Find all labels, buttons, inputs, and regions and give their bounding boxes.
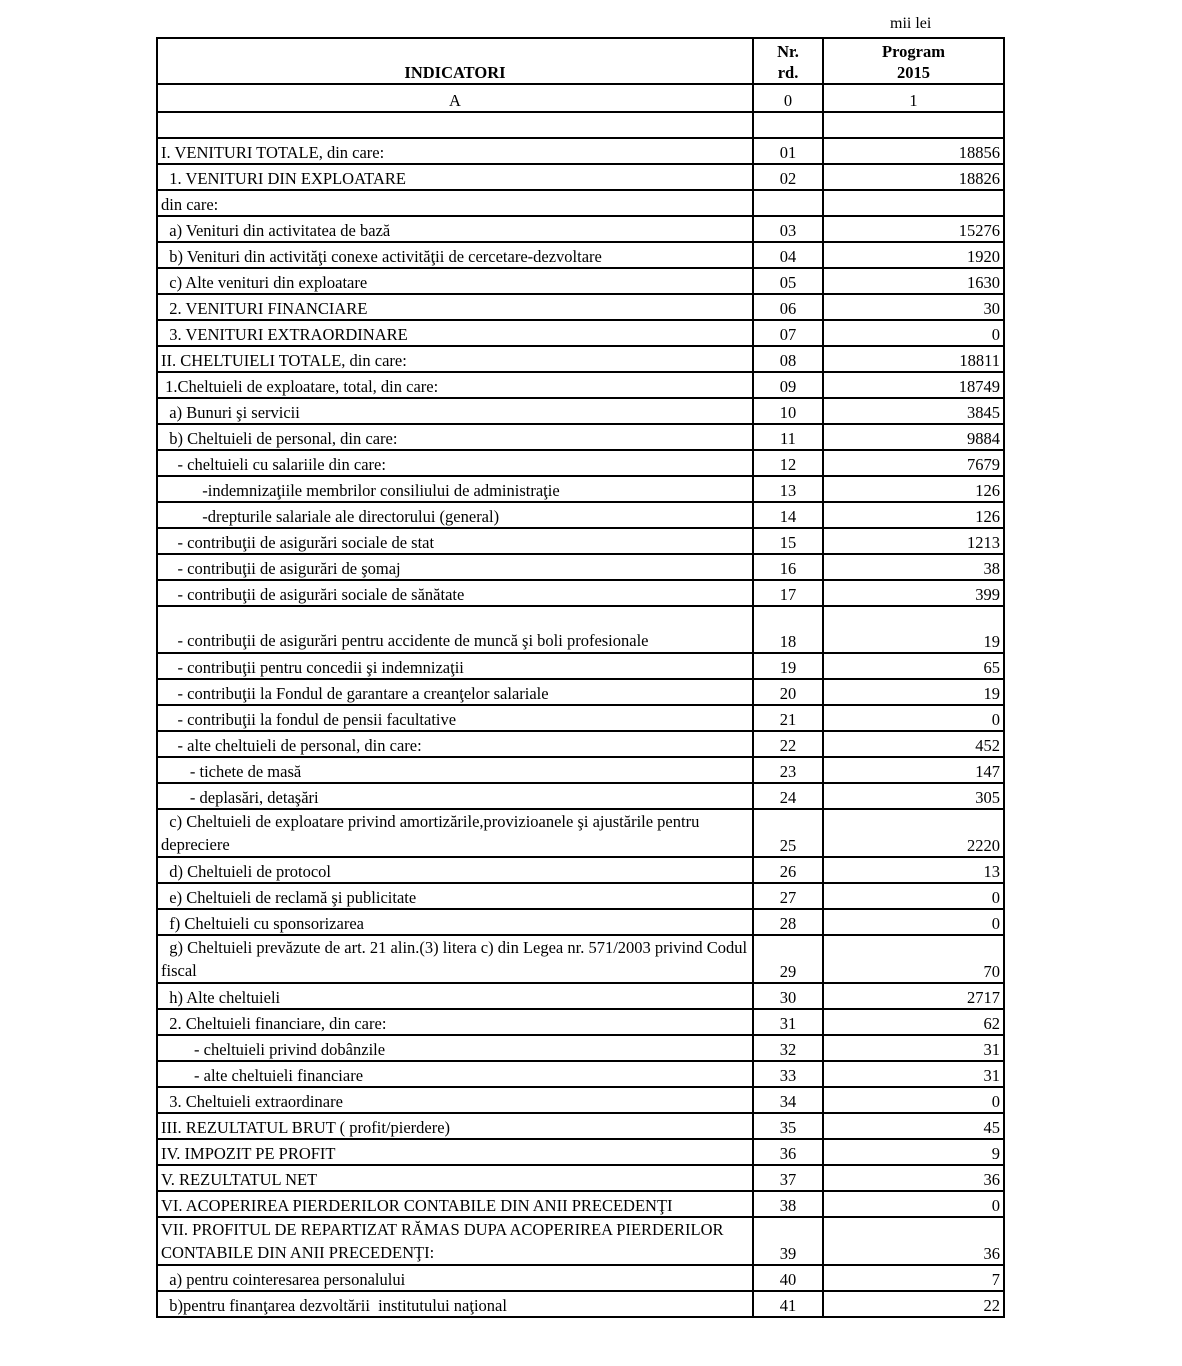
header-indicatori: INDICATORI — [157, 38, 753, 84]
blank-cell — [753, 112, 823, 138]
row-value: 31 — [823, 1035, 1004, 1061]
row-label: - deplasări, detaşări — [157, 783, 753, 809]
row-value: 18749 — [823, 372, 1004, 398]
row-value: 1630 — [823, 268, 1004, 294]
row-number: 04 — [753, 242, 823, 268]
row-label: 1. VENITURI DIN EXPLOATARE — [157, 164, 753, 190]
row-number: 02 — [753, 164, 823, 190]
table-row — [157, 1291, 1004, 1317]
row-label: - contribuţii la Fondul de garantare a creanţelor salariale — [157, 679, 753, 705]
table-row — [157, 857, 1004, 883]
table-row — [157, 528, 1004, 554]
table-row — [157, 398, 1004, 424]
table-row — [157, 679, 1004, 705]
indicators-table — [156, 37, 1005, 1318]
row-value: 452 — [823, 731, 1004, 757]
subheader-a: A — [157, 84, 753, 112]
row-value: 7 — [823, 1265, 1004, 1291]
table-row — [157, 1087, 1004, 1113]
row-label: VII. PROFITUL DE REPARTIZAT RĂMAS DUPA ACOPERIREA PIERDERILOR CONTABILE DIN ANII PRECEDENŢI: — [157, 1217, 753, 1265]
row-label: VI. ACOPERIREA PIERDERILOR CONTABILE DIN ANII PRECEDENŢI — [157, 1191, 753, 1217]
row-label: III. REZULTATUL BRUT ( profit/pierdere) — [157, 1113, 753, 1139]
row-number: 32 — [753, 1035, 823, 1061]
row-value: 62 — [823, 1009, 1004, 1035]
row-label: - contribuţii de asigurări sociale de sănătate — [157, 580, 753, 606]
row-value — [823, 190, 1004, 216]
row-label: b) Cheltuieli de personal, din care: — [157, 424, 753, 450]
table-row — [157, 138, 1004, 164]
row-number: 21 — [753, 705, 823, 731]
row-label: - cheltuieli cu salariile din care: — [157, 450, 753, 476]
row-number: 11 — [753, 424, 823, 450]
table-row — [157, 424, 1004, 450]
unit-label: mii lei — [890, 15, 932, 32]
row-label: din care: — [157, 190, 753, 216]
blank-cell — [823, 112, 1004, 138]
row-label: - tichete de masă — [157, 757, 753, 783]
table-row — [157, 1165, 1004, 1191]
row-label: b) Venituri din activităţi conexe activităţii de cercetare-dezvoltare — [157, 242, 753, 268]
row-number: 10 — [753, 398, 823, 424]
row-value: 1920 — [823, 242, 1004, 268]
row-value: 30 — [823, 294, 1004, 320]
row-number: 29 — [753, 935, 823, 983]
row-label: 3. VENITURI EXTRAORDINARE — [157, 320, 753, 346]
row-value: 9 — [823, 1139, 1004, 1165]
row-label: -drepturile salariale ale directorului (general) — [157, 502, 753, 528]
row-value: 7679 — [823, 450, 1004, 476]
table-row — [157, 164, 1004, 190]
row-value: 399 — [823, 580, 1004, 606]
row-number: 30 — [753, 983, 823, 1009]
row-label: - alte cheltuieli financiare — [157, 1061, 753, 1087]
table-row — [157, 653, 1004, 679]
row-value: 0 — [823, 705, 1004, 731]
row-number: 01 — [753, 138, 823, 164]
row-number: 35 — [753, 1113, 823, 1139]
row-value: 36 — [823, 1165, 1004, 1191]
row-label: II. CHELTUIELI TOTALE, din care: — [157, 346, 753, 372]
table-row — [157, 476, 1004, 502]
row-value: 18826 — [823, 164, 1004, 190]
row-value: 31 — [823, 1061, 1004, 1087]
row-value: 65 — [823, 653, 1004, 679]
table-row — [157, 809, 1004, 857]
table-row — [157, 346, 1004, 372]
row-number: 38 — [753, 1191, 823, 1217]
table-row — [157, 983, 1004, 1009]
row-number: 15 — [753, 528, 823, 554]
table-row — [157, 216, 1004, 242]
row-value: 0 — [823, 320, 1004, 346]
row-value: 13 — [823, 857, 1004, 883]
table-row — [157, 1061, 1004, 1087]
row-label: a) Venituri din activitatea de bază — [157, 216, 753, 242]
row-number: 34 — [753, 1087, 823, 1113]
row-label: 3. Cheltuieli extraordinare — [157, 1087, 753, 1113]
row-label: - contribuţii pentru concedii şi indemnizaţii — [157, 653, 753, 679]
row-value: 19 — [823, 679, 1004, 705]
row-value: 2717 — [823, 983, 1004, 1009]
table-row — [157, 1113, 1004, 1139]
row-number — [753, 190, 823, 216]
row-value: 45 — [823, 1113, 1004, 1139]
table-row — [157, 502, 1004, 528]
row-value: 305 — [823, 783, 1004, 809]
row-label: 2. Cheltuieli financiare, din care: — [157, 1009, 753, 1035]
table-row — [157, 580, 1004, 606]
row-value: 126 — [823, 502, 1004, 528]
row-number: 24 — [753, 783, 823, 809]
row-number: 20 — [753, 679, 823, 705]
row-label: c) Alte venituri din exploatare — [157, 268, 753, 294]
table-row — [157, 1139, 1004, 1165]
row-number: 03 — [753, 216, 823, 242]
row-value: 0 — [823, 1087, 1004, 1113]
row-value: 3845 — [823, 398, 1004, 424]
row-number: 06 — [753, 294, 823, 320]
row-label: -indemnizaţiile membrilor consiliului de administraţie — [157, 476, 753, 502]
table-row — [157, 909, 1004, 935]
row-label: 2. VENITURI FINANCIARE — [157, 294, 753, 320]
table-row — [157, 268, 1004, 294]
row-label: IV. IMPOZIT PE PROFIT — [157, 1139, 753, 1165]
row-number: 33 — [753, 1061, 823, 1087]
row-label: - cheltuieli privind dobânzile — [157, 1035, 753, 1061]
table-row — [157, 705, 1004, 731]
row-value: 0 — [823, 1191, 1004, 1217]
row-value: 36 — [823, 1217, 1004, 1265]
row-value: 126 — [823, 476, 1004, 502]
row-label: - contribuţii de asigurări pentru accidente de muncă şi boli profesionale — [157, 606, 753, 653]
row-value: 15276 — [823, 216, 1004, 242]
row-number: 14 — [753, 502, 823, 528]
row-value: 1213 — [823, 528, 1004, 554]
row-number: 22 — [753, 731, 823, 757]
row-number: 39 — [753, 1217, 823, 1265]
table-row — [157, 1265, 1004, 1291]
row-number: 09 — [753, 372, 823, 398]
header-row — [157, 38, 1004, 84]
row-number: 13 — [753, 476, 823, 502]
row-number: 05 — [753, 268, 823, 294]
row-number: 27 — [753, 883, 823, 909]
table-row — [157, 554, 1004, 580]
blank-row — [157, 112, 1004, 138]
row-value: 0 — [823, 883, 1004, 909]
row-value: 18856 — [823, 138, 1004, 164]
table-row — [157, 1035, 1004, 1061]
row-number: 28 — [753, 909, 823, 935]
table-row — [157, 190, 1004, 216]
table-row — [157, 242, 1004, 268]
table-row — [157, 372, 1004, 398]
row-number: 23 — [753, 757, 823, 783]
row-number: 37 — [753, 1165, 823, 1191]
header-program: Program 2015 — [823, 38, 1004, 84]
row-label: b)pentru finanţarea dezvoltării institutului naţional — [157, 1291, 753, 1317]
row-label: - contribuţii la fondul de pensii facultative — [157, 705, 753, 731]
row-label: h) Alte cheltuieli — [157, 983, 753, 1009]
row-number: 40 — [753, 1265, 823, 1291]
row-label: - contribuţii de asigurări de şomaj — [157, 554, 753, 580]
row-value: 147 — [823, 757, 1004, 783]
table-row — [157, 1009, 1004, 1035]
table-row — [157, 757, 1004, 783]
subheader-row — [157, 84, 1004, 112]
table-row — [157, 606, 1004, 653]
table-row — [157, 783, 1004, 809]
row-label: a) pentru cointeresarea personalului — [157, 1265, 753, 1291]
row-label: - contribuţii de asigurări sociale de stat — [157, 528, 753, 554]
header-nr-rd: Nr. rd. — [753, 38, 823, 84]
row-value: 18811 — [823, 346, 1004, 372]
subheader-1: 1 — [823, 84, 1004, 112]
row-number: 08 — [753, 346, 823, 372]
row-value: 9884 — [823, 424, 1004, 450]
row-number: 17 — [753, 580, 823, 606]
table-row — [157, 883, 1004, 909]
row-label: c) Cheltuieli de exploatare privind amortizările,provizioanele şi ajustările pentru depreciere — [157, 809, 753, 857]
table-row — [157, 731, 1004, 757]
row-value: 70 — [823, 935, 1004, 983]
row-value: 0 — [823, 909, 1004, 935]
row-label: - alte cheltuieli de personal, din care: — [157, 731, 753, 757]
row-value: 22 — [823, 1291, 1004, 1317]
row-number: 07 — [753, 320, 823, 346]
row-number: 19 — [753, 653, 823, 679]
row-value: 19 — [823, 606, 1004, 653]
row-number: 12 — [753, 450, 823, 476]
row-label: g) Cheltuieli prevăzute de art. 21 alin.(3) litera c) din Legea nr. 571/2003 privind Codul fiscal — [157, 935, 753, 983]
row-label: a) Bunuri şi servicii — [157, 398, 753, 424]
row-number: 36 — [753, 1139, 823, 1165]
row-value: 2220 — [823, 809, 1004, 857]
row-number: 25 — [753, 809, 823, 857]
row-number: 41 — [753, 1291, 823, 1317]
row-label: d) Cheltuieli de protocol — [157, 857, 753, 883]
row-label: e) Cheltuieli de reclamă şi publicitate — [157, 883, 753, 909]
table-row — [157, 450, 1004, 476]
table-row — [157, 294, 1004, 320]
table-row — [157, 320, 1004, 346]
table-row — [157, 1217, 1004, 1265]
table-row — [157, 935, 1004, 983]
subheader-0: 0 — [753, 84, 823, 112]
table-row — [157, 1191, 1004, 1217]
row-label: f) Cheltuieli cu sponsorizarea — [157, 909, 753, 935]
row-number: 16 — [753, 554, 823, 580]
row-number: 31 — [753, 1009, 823, 1035]
row-number: 18 — [753, 606, 823, 653]
row-label: 1.Cheltuieli de exploatare, total, din care: — [157, 372, 753, 398]
blank-cell — [157, 112, 753, 138]
row-value: 38 — [823, 554, 1004, 580]
row-label: V. REZULTATUL NET — [157, 1165, 753, 1191]
row-number: 26 — [753, 857, 823, 883]
row-label: I. VENITURI TOTALE, din care: — [157, 138, 753, 164]
